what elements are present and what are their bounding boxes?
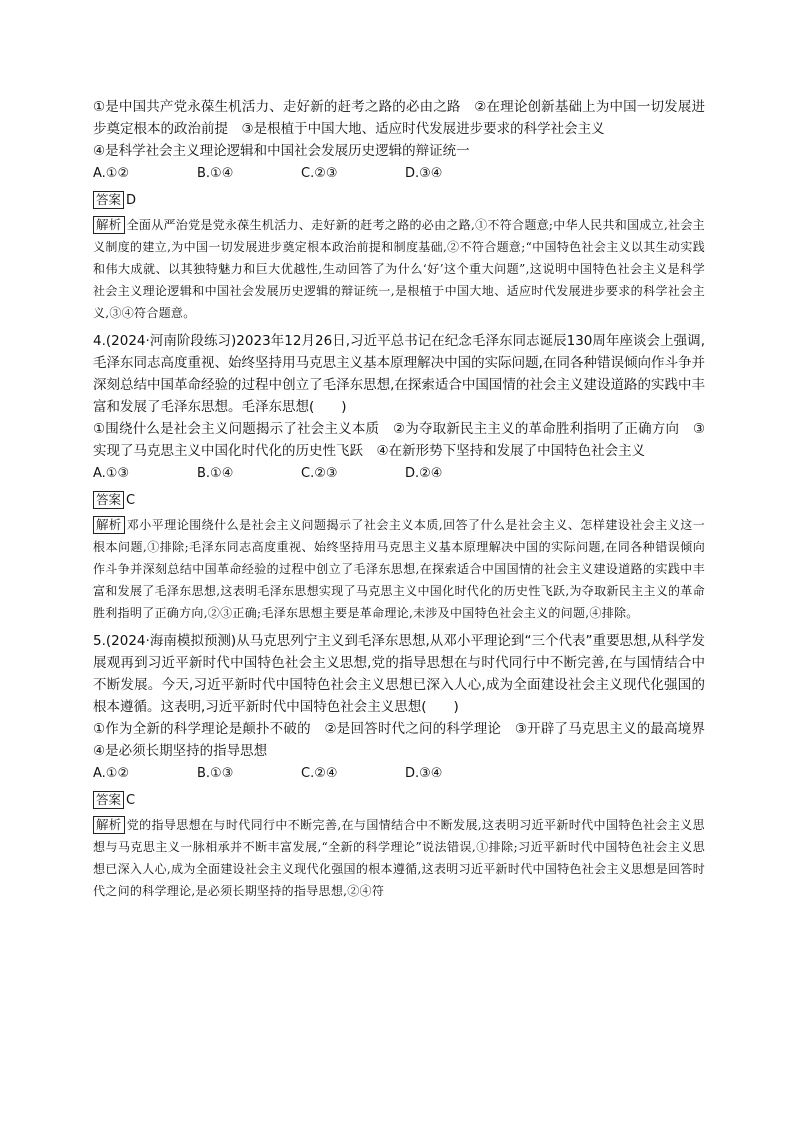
answer-line [93,190,705,212]
answer-options [93,162,705,186]
explanation-text: 邓小平理论围绕什么是社会主义问题揭示了社会主义本质,回答了什么是社会主义、怎样建设社会主义这一根本问题,①排除;毛泽东同志高度重视、始终坚持用马克思主义基本原理解决中国的实际问题,在同各种错误倾向作斗争并深刻总结中国革命经验的过程中创立了毛泽东思想,在探索适合中国国情的社会主义建设道路的实践中丰富和发展了毛泽东思想,这表明毛泽东思想实现了马克思主义中国化时代化的历史性飞跃,为夺取新民主主义的革命胜利指明了正确方向,②③正确;毛泽东思想主要是革命理论,未涉及中国特色社会主义的问题,④排除。 [93,518,705,620]
question-stem: 5.(2024·海南模拟预测)从马克思列宁主义到毛泽东思想,从邓小平理论到“三个代表”重要思想,从科学发展观再到习近平新时代中国特色社会主义思想,党的指导思想在与时代同行中不断完善,在与国情结合中不断发展。今天,习近平新时代中国特色社会主义思想已深入人心,成为全面建设社会主义现代化强国的根本遵循。这表明,习近平新时代中国特色社会主义思想( ) [93,633,705,715]
explanation-tag: 解析 [93,216,125,234]
option-a: A.①③ [93,466,130,481]
option-d: D.③④ [405,766,443,781]
answer-value: C [126,493,136,508]
explanation [93,514,705,624]
option-c: C.②③ [301,166,338,181]
option-c: C.②④ [301,766,338,781]
answer-tag: 答案 [93,491,124,509]
option-d: D.③④ [405,166,443,181]
answer-tag: 答案 [93,791,124,809]
question-items: ④是科学社会主义理论逻辑和中国社会发展历史逻辑的辩证统一 [93,143,470,159]
question-items: ①作为全新的科学理论是颠扑不破的 ②是回答时代之问的科学理论 ③开辟了马克思主义的最高境界 ④是必须长期坚持的指导思想 [93,721,719,759]
document-page [93,96,719,908]
question-items: ①是中国共产党永葆生机活力、走好新的赶考之路的必由之路 ②在理论创新基础上为中国一切发展进步奠定根本的政治前提 ③是根植于中国大地、适应时代发展进步要求的科学社会主义 [93,99,705,137]
explanation-text: 党的指导思想在与时代同行中不断完善,在与国情结合中不断发展,这表明习近平新时代中国特色社会主义思想与马克思主义一脉相承并不断丰富发展,“全新的科学理论”说法错误,①排除;习近平新时代中国特色社会主义思想已深入人心,成为全面建设社会主义现代化强国的根本遵循,这表明习近平新时代中国特色社会主义思想是回答时代之问的科学理论,是必须长期坚持的指导思想,②④符 [93,818,705,898]
explanation-tag: 解析 [93,516,125,534]
answer-options [93,462,705,486]
answer-value: D [126,193,137,208]
question-3-tail [93,96,705,324]
option-c: C.②③ [301,466,338,481]
option-d: D.②④ [405,466,443,481]
option-b: B.①④ [197,466,234,481]
explanation [93,214,705,324]
answer-options [93,762,705,786]
question-5 [93,630,719,902]
explanation-tag: 解析 [93,816,125,834]
question-items: ①围绕什么是社会主义问题揭示了社会主义本质 ②为夺取新民主主义的革命胜利指明了正确方向 ③实现了马克思主义中国化时代化的历史性飞跃 ④在新形势下坚持和发展了中国特色社会主义 [93,421,705,459]
answer-line [93,490,705,512]
answer-line [93,790,705,812]
option-a: A.①② [93,766,130,781]
question-stem: 4.(2024·河南阶段练习)2023年12月26日,习近平总书记在纪念毛泽东同志诞辰130周年座谈会上强调,毛泽东同志高度重视、始终坚持用马克思主义基本原理解决中国的实际问题,在同各种错误倾向作斗争并深刻总结中国革命经验的过程中创立了毛泽东思想,在探索适合中国国情的社会主义建设道路的实践中丰富和发展了毛泽东思想。毛泽东思想( ) [93,333,705,415]
explanation [93,814,705,902]
answer-value: C [126,793,136,808]
option-b: B.①④ [197,166,234,181]
option-a: A.①② [93,166,130,181]
question-4 [93,330,705,624]
option-b: B.①③ [197,766,234,781]
answer-tag: 答案 [93,191,124,209]
explanation-text: 全面从严治党是党永葆生机活力、走好新的赶考之路的必由之路,①不符合题意;中华人民共和国成立,社会主义制度的建立,为中国一切发展进步奠定根本政治前提和制度基础,②不符合题意;“中国特色社会主义以其生动实践和伟大成就、以其独特魅力和巨大优越性,生动回答了为什么‘好’这个重大问题”,这说明中国特色社会主义是科学社会主义理论逻辑和中国社会发展历史逻辑的辩证统一,是根植于中国大地、适应时代发展进步要求的科学社会主义,③④符合题意。 [93,218,705,320]
